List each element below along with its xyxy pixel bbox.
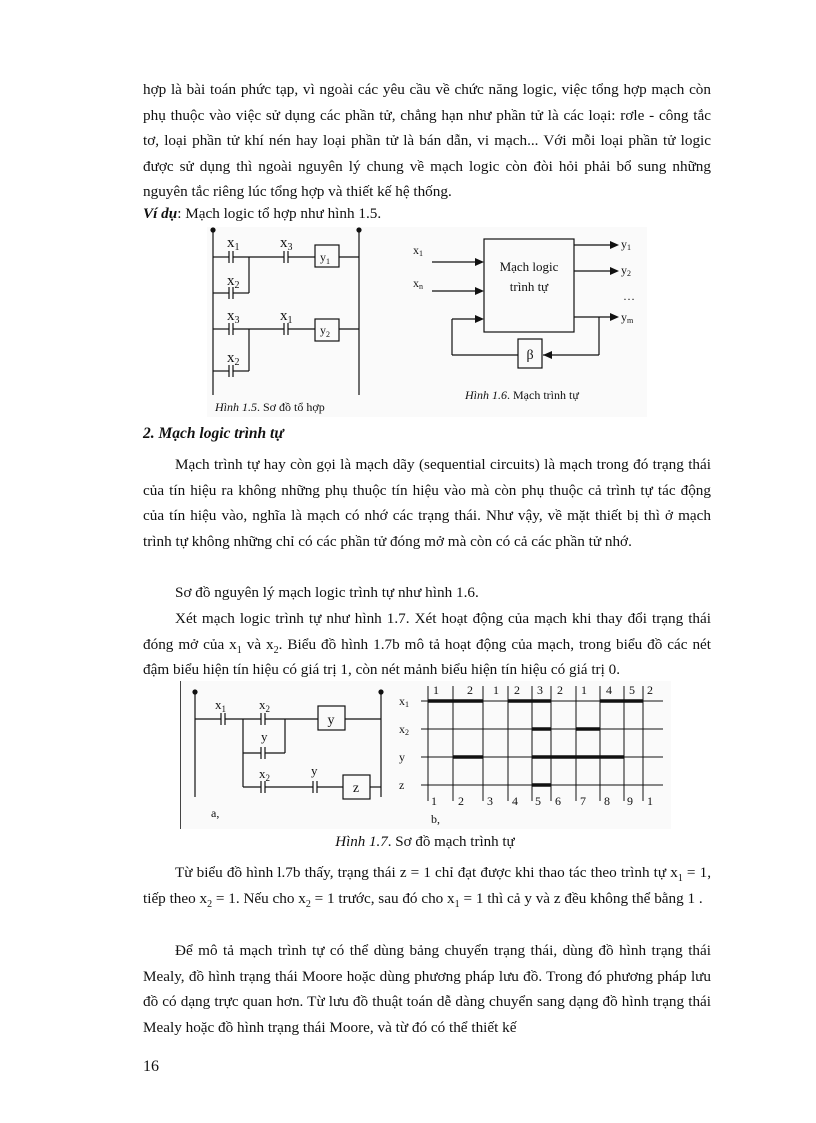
fig17-coil-y: y bbox=[327, 713, 335, 728]
fig17-top-number: 3 bbox=[537, 683, 543, 697]
fig16-block-line2: trình tự bbox=[509, 279, 549, 294]
fig17-row-label: z bbox=[399, 778, 405, 792]
fig17-top-number: 2 bbox=[514, 683, 520, 697]
fig17-coil-z: z bbox=[352, 781, 360, 796]
fig17-bottom-number: 1 bbox=[647, 794, 653, 808]
fig17-row-label: x1 bbox=[399, 694, 409, 709]
fig17-contact-x2-b: $x_2$ bbox=[259, 766, 270, 783]
fig17-bottom-number: 3 bbox=[487, 794, 493, 808]
fig15-coil-y1: $y_1$ bbox=[320, 250, 330, 266]
fig17-bottom-number: 1 bbox=[431, 794, 437, 808]
fig15-x1-top: $x_1$ bbox=[227, 235, 240, 253]
paragraph-methods: Để mô tả mạch trình tự có thể dùng bảng chuyển trạng thái, dùng đồ hình trạng thái Mealy, đồ hình trạng thái Moore hoặc dùng phương pháp lưu đồ. Trong đó phương pháp lưu đồ có dạng trực quan hơn. Từ lưu đồ thuật toán dễ dàng chuyển sang dạng đồ hình trạng thái Mealy hoặc đồ hình trạng thái Moore, và từ đó có thể thiết kế bbox=[143, 942, 711, 1036]
figure-1-7-svg bbox=[181, 681, 671, 829]
fig17-bottom-numbers bbox=[431, 794, 653, 808]
figure-1-5-1-6 bbox=[207, 227, 647, 417]
fig16-output-y1: y1 bbox=[621, 237, 631, 252]
paragraph-observation: Từ biểu đồ hình l.7b thấy, trạng thái z = 1 chỉ đạt được khi thao tác theo trình tự $x_1 = 1$, tiếp theo $x_2 = 1$. Nếu cho $x_2 = 1$ trước, sau đó cho $x_1 = 1$ thì cả y và z đều không thể bằng 1 . bbox=[143, 864, 711, 910]
fig15-x2-top: $x_2$ bbox=[227, 273, 240, 291]
fig17-contact-y: y bbox=[261, 729, 268, 744]
fig17-top-numbers bbox=[433, 683, 653, 697]
fig17-top-number: 1 bbox=[493, 683, 499, 697]
fig16-beta: β bbox=[526, 348, 534, 363]
fig16-input-x1: x1 bbox=[413, 243, 423, 258]
fig15-x2-bottom: $x_2$ bbox=[227, 350, 240, 368]
fig17-row-label: y bbox=[399, 750, 405, 764]
fig16-caption: Hình 1.6. Mạch trình tự bbox=[465, 388, 579, 402]
fig17-row-labels bbox=[399, 694, 409, 792]
figure-1-7-caption: Hình 1.7. Sơ đồ mạch trình tự bbox=[335, 834, 515, 850]
fig17-top-number: 2 bbox=[557, 683, 563, 697]
fig17-bottom-number: 2 bbox=[458, 794, 464, 808]
fig17-bottom-number: 8 bbox=[604, 794, 610, 808]
figure-1-5-1-6-svg bbox=[207, 227, 647, 417]
fig17-bottom-number: 4 bbox=[512, 794, 518, 808]
fig16-input-xn: xn bbox=[413, 276, 423, 291]
fig17-top-number: 5 bbox=[629, 683, 635, 697]
fig17-contact-x2: $x_2$ bbox=[259, 697, 270, 714]
fig17-bottom-number: 6 bbox=[555, 794, 561, 808]
figure-1-7 bbox=[180, 681, 671, 829]
example-line bbox=[143, 201, 711, 227]
paragraph-principle: Sơ đồ nguyên lý mạch logic trình tự như hình 1.6. bbox=[175, 584, 479, 601]
paragraph-sequential: Mạch trình tự hay còn gọi là mạch dãy (sequential circuits) là mạch trong đó trạng thái của tín hiệu ra không những phụ thuộc tín hiệu vào mà còn phụ thuộc cả trình tự tác động của tín hiệu vào, nghĩa là mạch có nhớ các trạng thái. Như vậy, về mặt thiết bị thì ở mạch trình tự không những chỉ có các phần tử đóng mở mà còn có cả các phần tử nhớ. bbox=[143, 456, 711, 550]
fig15-x1-bottom: $x_1$ bbox=[280, 308, 293, 326]
fig17-top-number: 2 bbox=[467, 683, 473, 697]
fig17-bottom-number: 5 bbox=[535, 794, 541, 808]
fig17-contact-y-b: y bbox=[311, 763, 318, 778]
example-text: : Mạch logic tổ hợp như hình 1.5. bbox=[177, 205, 382, 222]
section-heading: 2. Mạch logic trình tự bbox=[143, 425, 284, 442]
fig16-output-dots: … bbox=[623, 289, 635, 303]
fig17-top-number: 4 bbox=[606, 683, 612, 697]
fig17-row-label: x2 bbox=[399, 722, 409, 737]
fig15-x3-bottom: $x_3$ bbox=[227, 308, 240, 326]
fig17-top-number: 1 bbox=[433, 683, 439, 697]
fig17-contact-x1: $x_1$ bbox=[215, 697, 226, 714]
fig15-caption: Hình 1.5. Sơ đồ tổ hợp bbox=[215, 400, 325, 414]
paragraph-fig17-intro: Xét mạch logic trình tự như hình 1.7. Xét hoạt động của mạch khi thay đổi trạng thái đóng mở của $x_1$ và $x_2$. Biểu đồ hình 1.7b mô tả hoạt động của mạch, trong biểu đồ các nét đậm biểu hiện tín hiệu có giá trị 1, còn nét mảnh biểu hiện tín hiệu có giá trị 0. bbox=[143, 610, 712, 678]
fig15-x3-top: $x_3$ bbox=[280, 235, 293, 253]
fig17-bottom-number: 9 bbox=[627, 794, 633, 808]
fig17-top-number: 2 bbox=[647, 683, 653, 697]
page-number: 16 bbox=[143, 1058, 159, 1075]
paragraph-intro: hợp là bài toán phức tạp, vì ngoài các yêu cầu về chức năng logic, việc tổng hợp mạch còn phụ thuộc vào việc sử dụng các phần tử, chẳng hạn như phần tử là các loại: rơle - công tắc tơ, loại phần tử khí nén hay loại phần tử là bán dẫn, vi mạch... Với mỗi loại phần tử logic được sử dụng thì ngoài nguyên lý chung về mạch logic còn đòi hỏi phải bổ sung những nguyên tắc riêng lúc tổng hợp và thiết kế hệ thống. bbox=[143, 81, 711, 200]
fig17-label-a: a, bbox=[211, 806, 220, 820]
fig16-block-line1: Mạch logic bbox=[499, 259, 559, 274]
fig15-coil-y2: $y_2$ bbox=[320, 323, 330, 339]
example-label: Ví dụ bbox=[143, 205, 178, 222]
fig16-output-y2: y2 bbox=[621, 263, 631, 278]
fig17-bottom-number: 7 bbox=[580, 794, 586, 808]
fig17-label-b: b, bbox=[431, 812, 440, 826]
fig16-output-ym: ym bbox=[621, 310, 634, 325]
fig17-top-number: 1 bbox=[581, 683, 587, 697]
